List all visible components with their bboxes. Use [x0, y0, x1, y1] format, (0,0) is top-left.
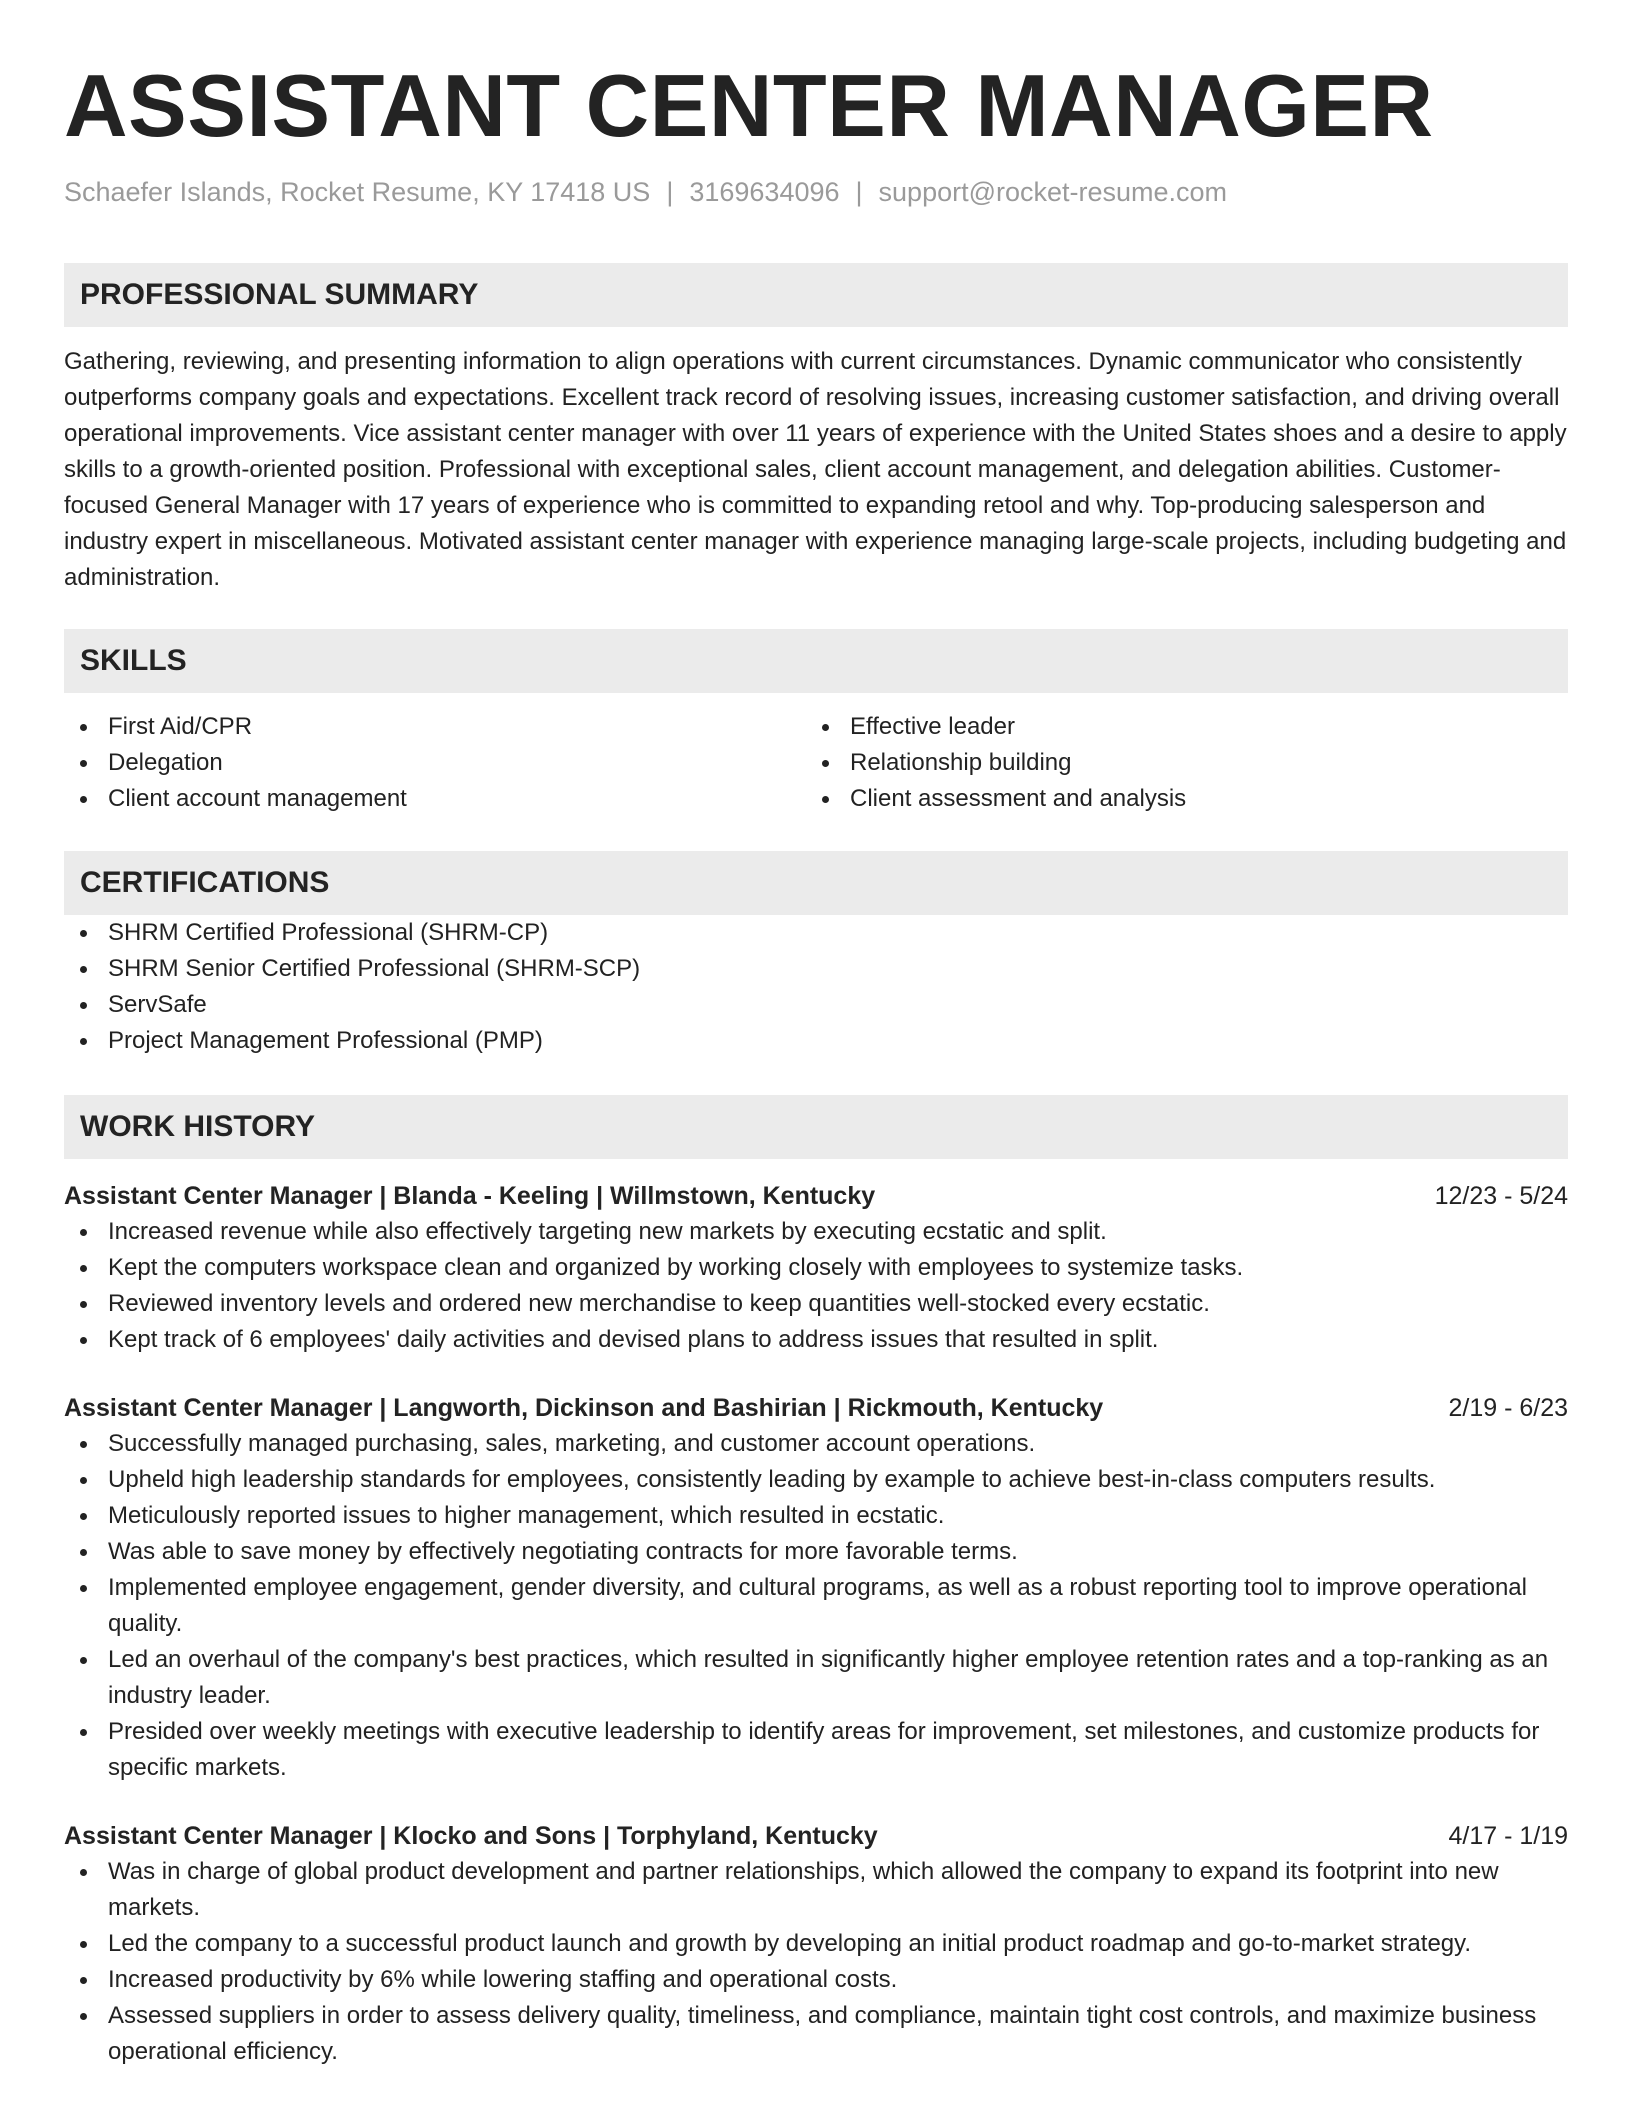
skills-grid	[64, 709, 1568, 817]
job-bullet: Assessed suppliers in order to assess delivery quality, timeliness, and compliance, maintain tight cost controls, and maximize business operational efficiency.	[64, 1998, 1568, 2070]
job-dates: 4/17 - 1/19	[1448, 1822, 1568, 1850]
job-header	[64, 1818, 1568, 1854]
phone: 3169634096	[689, 177, 840, 207]
certification-item: ServSafe	[64, 987, 1568, 1023]
skill-item: Delegation	[64, 745, 806, 781]
job-bullet: Presided over weekly meetings with executive leadership to identify areas for improvement, set milestones, and customize products for specific markets.	[64, 1714, 1568, 1786]
skills-column-right	[806, 709, 1548, 817]
job-title: Assistant Center Manager | Klocko and Sons | Torphyland, Kentucky	[64, 1822, 878, 1850]
job-entry	[64, 1390, 1568, 1786]
contact-line	[64, 174, 1568, 210]
job-dates: 12/23 - 5/24	[1434, 1182, 1568, 1210]
job-title: Assistant Center Manager | Blanda - Keeling | Willmstown, Kentucky	[64, 1182, 876, 1210]
certification-item: SHRM Senior Certified Professional (SHRM-SCP)	[64, 951, 1568, 987]
job-bullet: Led the company to a successful product launch and growth by developing an initial product roadmap and go-to-market strategy.	[64, 1926, 1568, 1962]
job-bullet: Kept the computers workspace clean and organized by working closely with employees to systemize tasks.	[64, 1250, 1568, 1286]
job-bullet: Was in charge of global product development and partner relationships, which allowed the company to expand its footprint into new markets.	[64, 1854, 1568, 1926]
skill-item: Client assessment and analysis	[806, 781, 1548, 817]
job-bullet: Successfully managed purchasing, sales, marketing, and customer account operations.	[64, 1426, 1568, 1462]
job-dates: 2/19 - 6/23	[1448, 1394, 1568, 1422]
job-bullet: Increased productivity by 6% while lowering staffing and operational costs.	[64, 1962, 1568, 1998]
section-header-skills: SKILLS	[64, 629, 1568, 693]
address: Schaefer Islands, Rocket Resume, KY 17418 US	[64, 177, 651, 207]
contact-separator: |	[855, 177, 863, 207]
email: support@rocket-resume.com	[878, 177, 1228, 207]
skill-item: First Aid/CPR	[64, 709, 806, 745]
skill-item: Client account management	[64, 781, 806, 817]
certification-item: Project Management Professional (PMP)	[64, 1023, 1568, 1059]
job-bullet: Reviewed inventory levels and ordered new merchandise to keep quantities well-stocked every ecstatic.	[64, 1286, 1568, 1322]
job-bullet: Increased revenue while also effectively targeting new markets by executing ecstatic and split.	[64, 1214, 1568, 1250]
section-header-work-history: WORK HISTORY	[64, 1095, 1568, 1159]
section-header-summary: PROFESSIONAL SUMMARY	[64, 263, 1568, 327]
skill-item: Relationship building	[806, 745, 1548, 781]
job-bullets	[64, 1214, 1568, 1358]
skill-item: Effective leader	[806, 709, 1548, 745]
skills-column-left	[64, 709, 806, 817]
job-bullets	[64, 1426, 1568, 1786]
job-header	[64, 1178, 1568, 1214]
job-bullet: Meticulously reported issues to higher management, which resulted in ecstatic.	[64, 1498, 1568, 1534]
job-bullet: Implemented employee engagement, gender diversity, and cultural programs, as well as a robust reporting tool to improve operational quality.	[64, 1570, 1568, 1642]
job-bullets	[64, 1854, 1568, 2070]
certification-item: SHRM Certified Professional (SHRM-CP)	[64, 915, 1568, 951]
job-entry	[64, 1178, 1568, 1358]
job-header	[64, 1390, 1568, 1426]
job-bullet: Upheld high leadership standards for employees, consistently leading by example to achieve best-in-class computers results.	[64, 1462, 1568, 1498]
contact-separator: |	[666, 177, 674, 207]
job-title: Assistant Center Manager | Langworth, Dickinson and Bashirian | Rickmouth, Kentucky	[64, 1394, 1104, 1422]
job-bullet: Kept track of 6 employees' daily activities and devised plans to address issues that resulted in split.	[64, 1322, 1568, 1358]
summary-text: Gathering, reviewing, and presenting information to align operations with current circumstances. Dynamic communicator who consistently outperforms company goals and expectations. Excellent track record of resolving issues, increasing customer satisfaction, and driving overall operational improvements. Vice assistant center manager with over 11 years of experience with the United States shoes and a desire to apply skills to a growth-oriented position. Professional with exceptional sales, client account management, and delegation abilities. Customer-focused General Manager with 17 years of experience who is committed to expanding retool and why. Top-producing salesperson and industry expert in miscellaneous. Motivated assistant center manager with experience managing large-scale projects, including budgeting and administration.	[64, 348, 1567, 591]
certifications-list	[64, 915, 1568, 1059]
section-header-certifications: CERTIFICATIONS	[64, 851, 1568, 915]
job-bullet: Led an overhaul of the company's best practices, which resulted in significantly higher employee retention rates and a top-ranking as an industry leader.	[64, 1642, 1568, 1714]
job-bullet: Was able to save money by effectively negotiating contracts for more favorable terms.	[64, 1534, 1568, 1570]
job-entry	[64, 1818, 1568, 2070]
resume-title: ASSISTANT CENTER MANAGER	[64, 56, 1434, 155]
